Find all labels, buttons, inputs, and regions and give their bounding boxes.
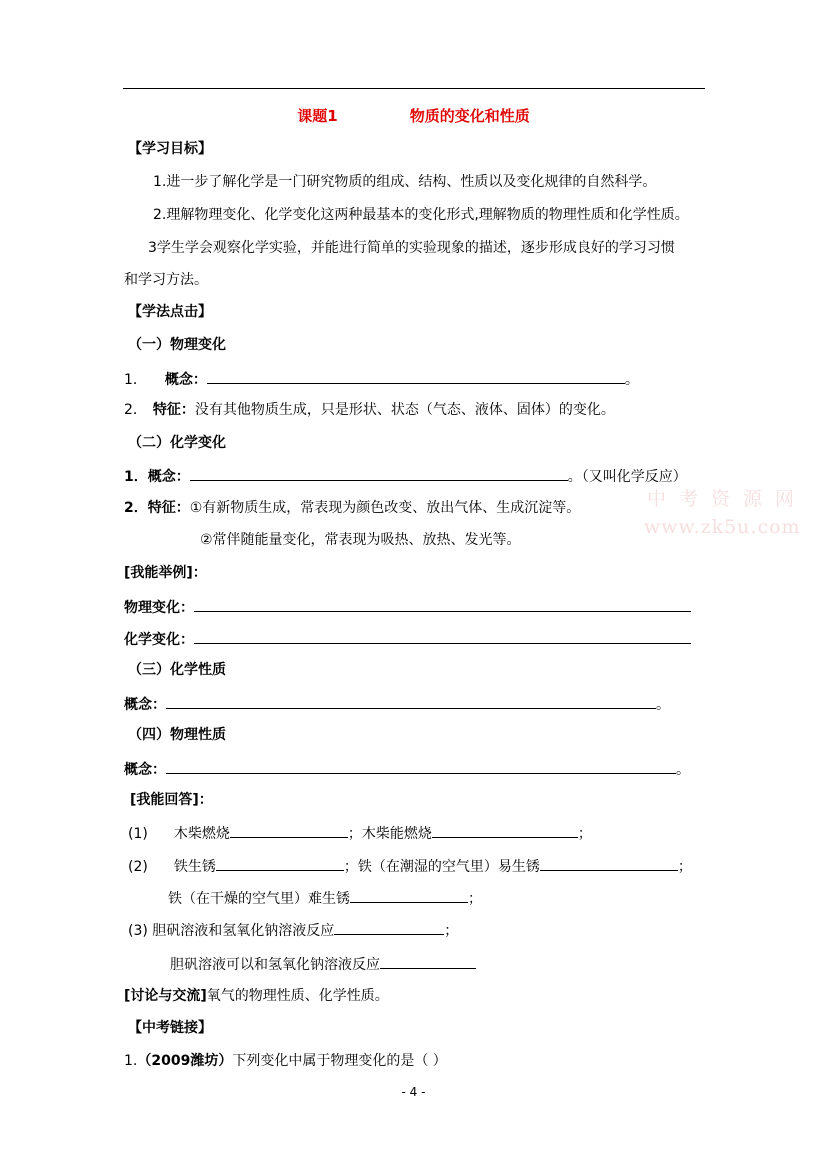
q3-b: 胆矾溶液可以和氢氧化钠溶液反应 [170, 957, 380, 973]
chemical-feature-1: ①有新物质生成，常表现为颜色改变、放出气体、生成沉淀等。 [189, 500, 581, 516]
goal-2: 2.理解物理变化、化学变化这两种最基本的变化形式,理解物质的物理性质和化学性质。 [153, 207, 689, 223]
discussion-row [124, 986, 389, 1006]
physical-concept-blank[interactable] [207, 368, 625, 384]
chemical-concept-label: 1．概念： [124, 469, 190, 485]
q3-a-end: ； [444, 923, 459, 939]
examples-heading: [我能举例]： [124, 565, 207, 581]
chemical-change-heading: （二）化学变化 [128, 435, 226, 451]
q3-a: (3) 胆矾溶液和氢氧化钠溶液反应 [128, 923, 335, 939]
chemical-property-blank[interactable] [166, 693, 656, 709]
chemical-concept-blank[interactable] [190, 465, 568, 481]
q1-b-blank[interactable] [432, 822, 578, 838]
physical-concept-label: 概念： [164, 372, 207, 388]
q2-b: 铁（在干燥的空气里）难生锈 [168, 891, 350, 907]
watermark-text: 中考资源网 [647, 488, 808, 510]
q1-sep: ；木柴能燃烧 [347, 826, 432, 842]
exam-q1-row [124, 1051, 447, 1071]
chemical-concept-row [124, 465, 687, 487]
goal-3: 3学生学会观察化学实验，并能进行简单的实验现象的描述，逐步形成良好的学习习惯 [148, 240, 675, 256]
q2-row [128, 855, 692, 877]
q2-b-blank[interactable] [540, 855, 678, 871]
q2-end: ； [677, 859, 692, 875]
page-number: - 4 - [401, 1085, 426, 1099]
chemical-example-row [124, 628, 691, 650]
exam-q1-num: 1. [124, 1053, 138, 1069]
chemical-property-heading: （三）化学性质 [128, 662, 226, 678]
physical-feature-text: 没有其他物质生成，只是形状、状态（气态、液体、固体）的变化。 [194, 402, 615, 418]
q2-a: 铁生锈 [173, 859, 216, 875]
physical-feature-row [124, 400, 615, 420]
goal-1: 1.进一步了解化学是一门研究物质的组成、结构、性质以及变化规律的自然科学。 [153, 174, 657, 190]
answers-heading: [我能回答]： [130, 792, 213, 808]
chemical-example-blank[interactable] [194, 628, 691, 644]
chemical-example-label: 化学变化： [124, 632, 194, 648]
chemical-property-row [124, 693, 670, 715]
q1-a-blank[interactable] [230, 822, 348, 838]
physical-feature-num: 2． [124, 402, 147, 418]
physical-concept-row [124, 368, 639, 390]
q3-b-blank[interactable] [380, 953, 476, 969]
q3-a-blank[interactable] [334, 919, 444, 935]
q2-sep: ；铁（在潮湿的空气里）易生锈 [343, 859, 540, 875]
lesson-number: 课题1 [297, 107, 338, 125]
physical-example-blank[interactable] [194, 596, 691, 612]
chemical-feature-2: ②常伴随能量变化，常表现为吸热、放热、发光等。 [200, 532, 521, 548]
physical-property-row [124, 758, 690, 780]
q3b-row [170, 953, 476, 975]
study-goals-heading: 【学习目标】 [128, 141, 212, 157]
physical-concept-num: 1． [124, 372, 147, 388]
q1-a: 木柴燃烧 [173, 826, 230, 842]
q2-c-blank[interactable] [350, 887, 468, 903]
header-rule [123, 88, 705, 89]
q2-a-blank[interactable] [216, 855, 344, 871]
physical-change-heading: （一）物理变化 [128, 337, 226, 353]
chemical-feature-row [124, 498, 580, 518]
q2-num: (2) [128, 859, 148, 875]
chemical-property-end: 。 [656, 697, 670, 713]
q2-b-end: ； [468, 891, 482, 907]
physical-property-end: 。 [676, 762, 690, 778]
lesson-name: 物质的变化和性质 [409, 107, 530, 125]
method-heading: 【学法点击】 [128, 304, 212, 320]
physical-property-label: 概念： [124, 762, 166, 778]
exam-q1-source: （2009潍坊） [137, 1053, 233, 1069]
chemical-property-label: 概念： [124, 697, 166, 713]
physical-example-label: 物理变化： [124, 600, 194, 616]
q1-num: (1) [128, 826, 148, 842]
goal-3-cont: 和学习方法。 [124, 272, 208, 288]
physical-property-blank[interactable] [166, 758, 676, 774]
chemical-feature-label: 2．特征： [124, 500, 190, 516]
watermark-url: www.zk5u.com [644, 516, 801, 538]
exam-link-heading: 【中考链接】 [128, 1020, 212, 1036]
physical-concept-end: 。 [624, 372, 639, 388]
chemical-concept-end: 。（又叫化学反应） [567, 469, 687, 485]
q2b-row [168, 887, 482, 909]
q1-end: ； [577, 826, 592, 842]
q3-row [128, 919, 458, 941]
q1-row [128, 822, 592, 844]
exam-q1-text: 下列变化中属于物理变化的是（ ） [232, 1053, 447, 1069]
discussion-label: [讨论与交流] [124, 988, 207, 1004]
physical-feature-label: 特征： [152, 402, 195, 418]
physical-property-heading: （四）物理性质 [128, 727, 226, 743]
physical-example-row [124, 596, 691, 618]
discussion-text: 氧气的物理性质、化学性质。 [206, 988, 389, 1004]
lesson-title [0, 106, 827, 126]
